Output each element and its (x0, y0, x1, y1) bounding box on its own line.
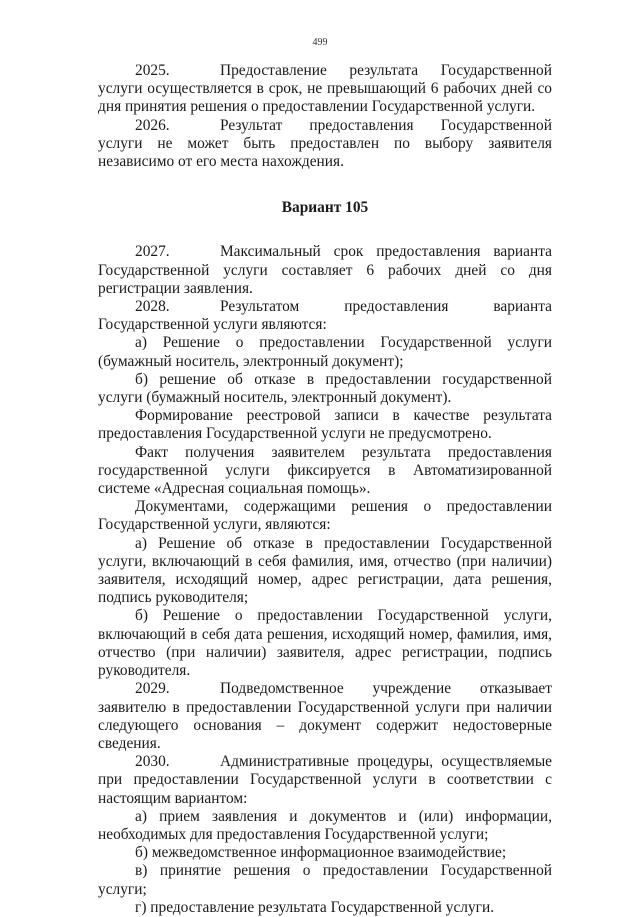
paragraph-2028 (98, 298, 552, 334)
section-heading: Вариант 105 (281, 199, 369, 217)
clause-number: 2025. (135, 62, 170, 79)
result-item-b: б) решение об отказе в предоставлении государственной услуги (бумажный носитель, электронный документ). (98, 370, 552, 407)
paragraph-text: Подведомственное учреждение отказывает заявителю в предоставлении Государственной услуги при наличии следующего основания – документ содержит недостоверные сведения. (98, 680, 552, 752)
document-body (98, 62, 552, 917)
clause-number: 2030. (135, 753, 170, 771)
paragraph-text: Административные процедуры, осуществляемые при предоставлении Государственной услуги в соответствии с настоящим вариантом: (98, 753, 552, 807)
procedure-item-b: б) межведомственное информационное взаимодействие; (135, 844, 507, 862)
clause-number: 2027. (135, 243, 170, 261)
paragraph-text: Максимальный срок предоставления варианта Государственной услуги составляет 6 рабочих дней со дня регистрации заявления. (98, 243, 552, 297)
paragraph-2025 (98, 62, 552, 117)
result-fact-paragraph: Факт получения заявителем результата предоставления государственной услуги фиксируется в Автоматизированной системе «Адресная социальная помощь». (98, 443, 552, 498)
procedure-item-a: а) прием заявления и документов и (или) информации, необходимых для предоставления Государственной услуги; (98, 807, 552, 843)
paragraph-2026 (98, 117, 552, 172)
paragraph-text: Результатом предоставления варианта Государственной услуги являются: (98, 298, 552, 334)
paragraph-text: Результат предоставления Государственной услуги не может быть предоставлен по выбору заявителя независимо от его места нахождения. (98, 116, 552, 171)
page-number: 499 (312, 37, 328, 48)
clause-number: 2028. (135, 298, 170, 316)
procedure-item-d: г) предоставление результата Государственной услуги. (135, 898, 495, 916)
documents-intro-paragraph: Документами, содержащими решения о предоставлении Государственной услуги, являются: (98, 498, 552, 534)
procedure-item-c: в) принятие решения о предоставлении Государственной услуги; (98, 862, 552, 898)
clause-number: 2029. (135, 680, 170, 698)
paragraph-2027 (98, 243, 552, 298)
paragraph-text: Предоставление результата Государственной услуги осуществляется в срок, не превышающий 6 рабочих дней со дня принятия решения о предоставлении Государственной услуги. (98, 62, 552, 116)
clause-number: 2026. (135, 116, 170, 134)
paragraph-2030 (98, 753, 552, 808)
document-item-a: а) Решение об отказе в предоставлении Государственной услуги, включающий в себя фамилия, имя, отчество (при наличии) заявителя, исходящий номер, адрес регистрации, дата решения, подпись руководителя; (98, 534, 552, 607)
result-item-a: а) Решение о предоставлении Государственной услуги (бумажный носитель, электронный документ); (98, 334, 552, 370)
document-item-b: б) Решение о предоставлении Государственной услуги, включающий в себя дата решения, исходящий номер, фамилия, имя, отчество (при наличии) заявителя, адрес регистрации, подпись руководителя. (98, 607, 552, 680)
paragraph-2029 (98, 680, 552, 753)
registry-record-paragraph: Формирование реестровой записи в качестве результата предоставления Государственной услуги не предусмотрено. (98, 407, 552, 443)
